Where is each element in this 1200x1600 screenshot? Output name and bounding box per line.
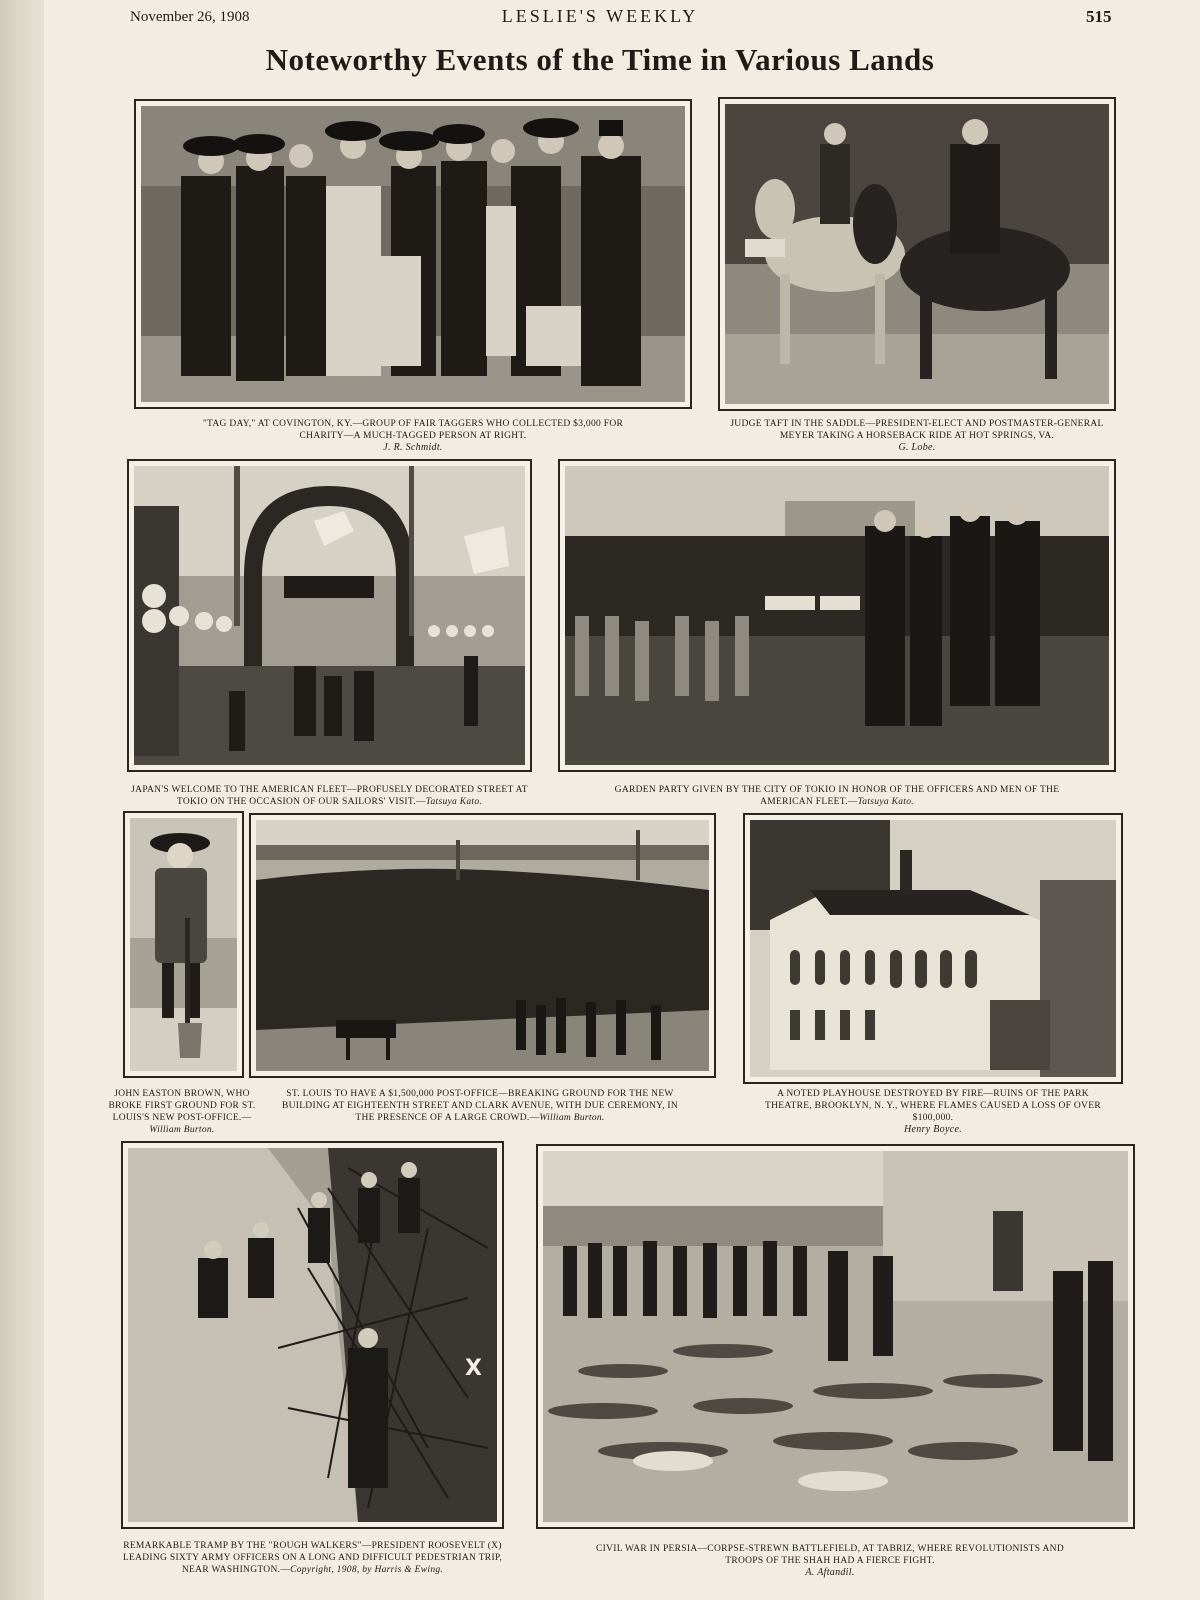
page-headline: Noteworthy Events of the Time in Various Lands [265,42,935,77]
photo-tokio-street [127,459,532,772]
photo-john-easton-brown [123,811,244,1078]
page-number: 515 [1086,7,1112,26]
caption-john-easton-brown: JOHN EASTON BROWN, WHO BROKE FIRST GROUND FOR ST. LOUIS'S NEW POST-OFFICE.—William Burton. [108,1089,256,1135]
photo-persia-battlefield [536,1144,1135,1529]
photo-st-louis-crowd [249,813,716,1078]
caption-st-louis: ST. LOUIS TO HAVE A $1,500,000 POST-OFFICE—BREAKING GROUND FOR THE NEW BUILDING AT EIGHTEENTH STREET AND CLARK AVENUE, WITH DUE CEREMONY, IN THE PRESENCE OF A LARGE CROWD.—William Burton. [281,1089,679,1123]
book-binding [0,0,45,1600]
roosevelt-x-marker: X [465,1356,482,1381]
caption-garden-party: GARDEN PARTY GIVEN BY THE CITY OF TOKIO IN HONOR OF THE OFFICERS AND MEN OF THE AMERICAN FLEET.—Tatsuya Kato. [614,785,1060,807]
caption-park-theatre: A NOTED PLAYHOUSE DESTROYED BY FIRE—RUINS OF THE PARK THEATRE, BROOKLYN, N. Y., WHERE FLAMES CAUSED A LOSS OF OVER $100,000. Henry Boyce. [765,1089,1101,1135]
photo-park-theatre-ruins [743,813,1123,1084]
caption-tokio-street: JAPAN'S WELCOME TO THE AMERICAN FLEET—PROFUSELY DECORATED STREET AT TOKIO ON THE OCCASION OF OUR SAILORS' VISIT.—Tatsuya Kato. [131,785,528,807]
publication-title: LESLIE'S WEEKLY [501,6,699,26]
issue-date: November 26, 1908 [130,9,250,25]
photo-garden-party [558,459,1116,772]
caption-rough-walkers: REMARKABLE TRAMP BY THE "ROUGH WALKERS"—PRESIDENT ROOSEVELT (X) LEADING SIXTY ARMY OFFICERS ON A LONG AND DIFFICULT PEDESTRIAN TRIP, NEAR WASHINGTON.—Copyright, 1908, by Harris & Ewing. [122,1541,503,1575]
photo-tag-day [134,99,692,409]
photo-taft-horseback [718,97,1116,411]
caption-persia: CIVIL WAR IN PERSIA—CORPSE-STREWN BATTLEFIELD, AT TABRIZ, WHERE REVOLUTIONISTS AND TROOPS OF THE SHAH HAD A FIERCE FIGHT. A. Aftandil. [596,1544,1064,1578]
caption-taft: JUDGE TAFT IN THE SADDLE—PRESIDENT-ELECT AND POSTMASTER-GENERAL MEYER TAKING A HORSEBACK RIDE AT HOT SPRINGS, VA. G. Lobe. [730,419,1104,453]
photo-rough-walkers [121,1141,504,1529]
caption-tag-day: "TAG DAY," AT COVINGTON, KY.—GROUP OF FAIR TAGGERS WHO COLLECTED $3,000 FOR CHARITY—A MUCH-TAGGED PERSON AT RIGHT. J. R. Schmidt. [202,419,624,453]
